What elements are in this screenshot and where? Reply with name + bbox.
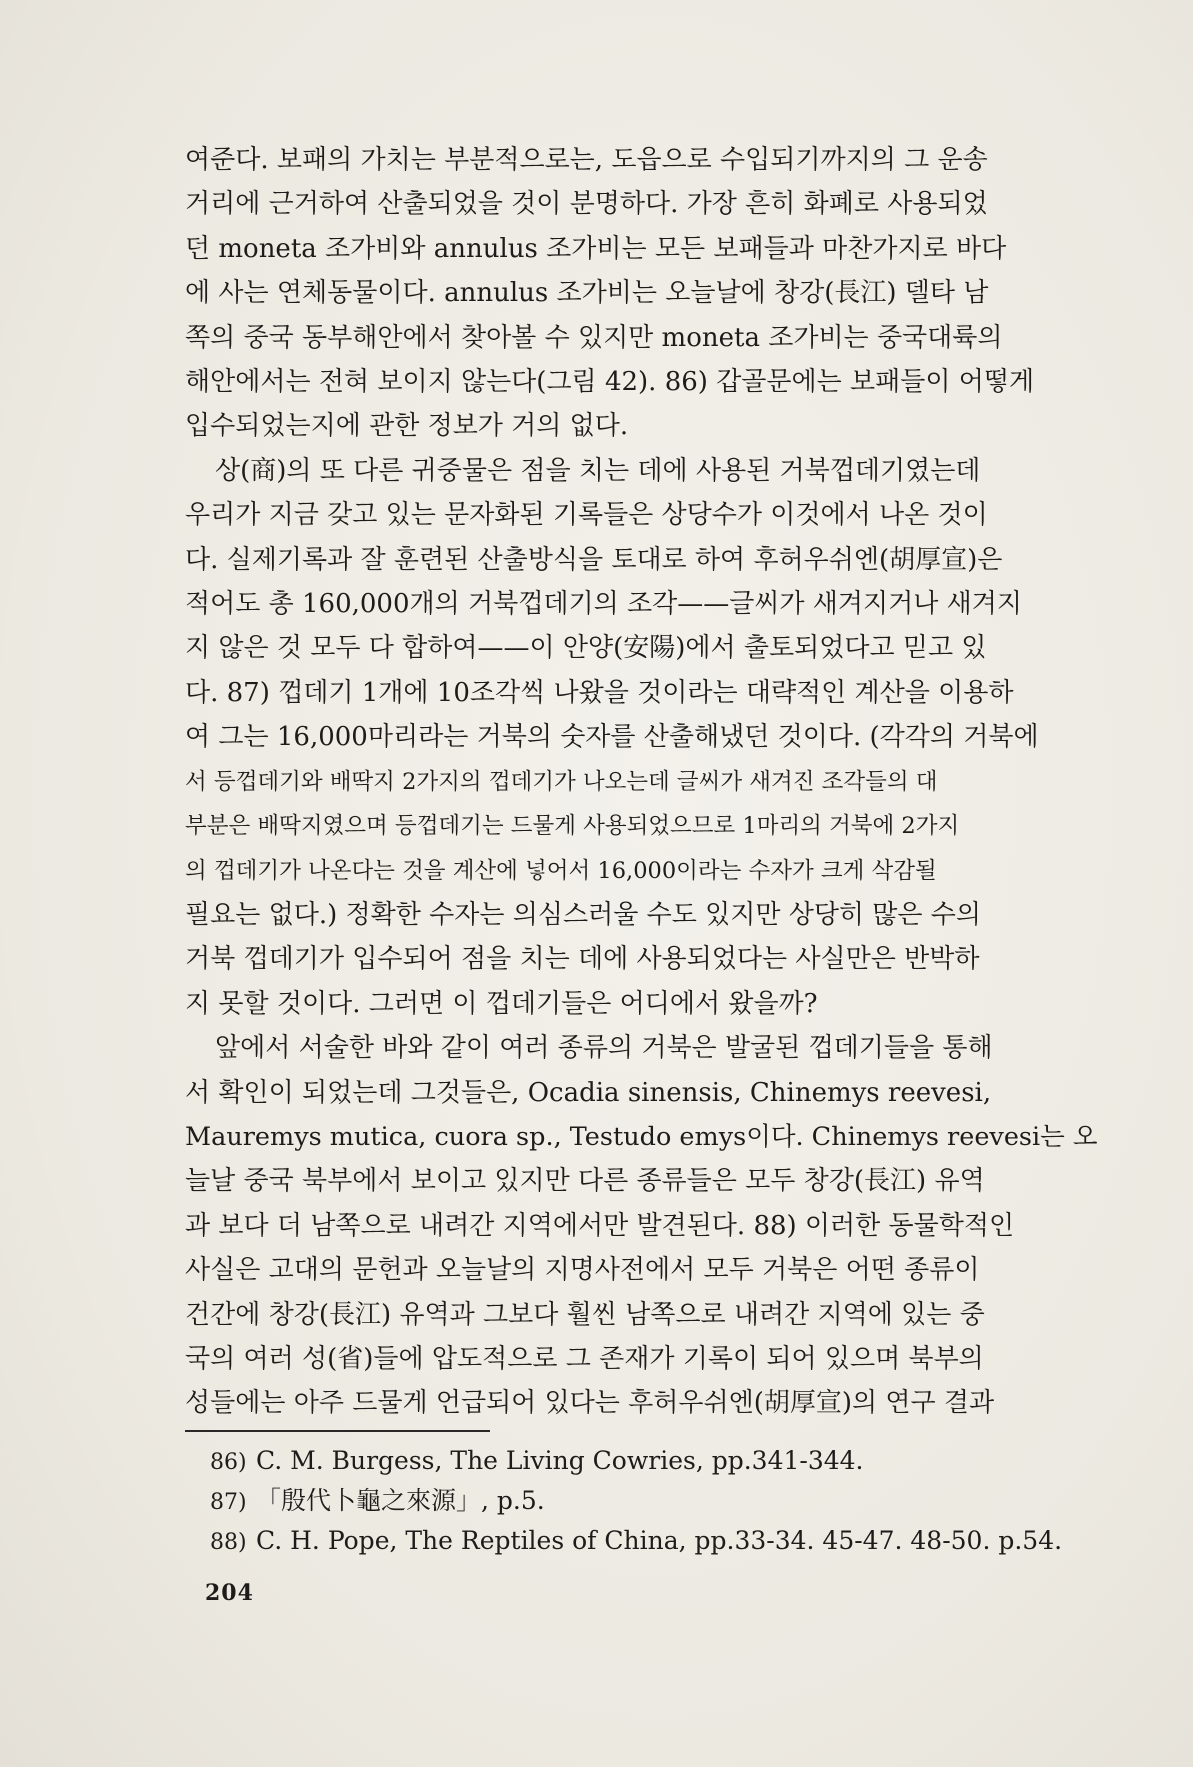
paragraph-2: [185, 449, 1113, 1026]
paragraph-1: [185, 138, 1113, 449]
text-line: 부분은 배딱지였으며 등껍데기는 드물게 사용되었으므로 1마리의 거북에 2가지: [185, 813, 960, 840]
paragraph-3: [185, 1026, 1113, 1426]
text-line: 쪽의 중국 동부해안에서 찾아볼 수 있지만 moneta 조가비는 중국대륙의: [185, 322, 1003, 353]
text-line: 필요는 없다.) 정확한 수자는 의심스러울 수도 있지만 상당히 많은 수의: [185, 899, 982, 930]
text-line: 건간에 창강(長江) 유역과 그보다 훨씬 남쪽으로 내려간 지역에 있는 중: [185, 1299, 985, 1330]
text-line: 여 그는 16,000마리라는 거북의 숫자를 산출해냈던 것이다. (각각의 거북에: [185, 722, 1039, 753]
footnote-number: 87): [210, 1490, 247, 1515]
footnote-divider: [185, 1430, 490, 1432]
body-text: [185, 138, 1113, 1426]
text-line: 던 moneta 조가비와 annulus 조가비는 모든 보패들과 마찬가지로 바다: [185, 233, 1007, 264]
text-line: 입수되었는지에 관한 정보가 거의 없다.: [185, 411, 629, 442]
text-line: 상(商)의 또 다른 귀중물은 점을 치는 데에 사용된 거북껍데기였는데: [215, 455, 981, 486]
text-line: 늘날 중국 북부에서 보이고 있지만 다른 종류들은 모두 창강(長江) 유역: [185, 1166, 985, 1197]
text-line: 해안에서는 전혀 보이지 않는다(그림 42). 86) 갑골문에는 보패들이 어떻게: [185, 367, 1035, 398]
text-line: 적어도 총 160,000개의 거북껍데기의 조각——글씨가 새겨지거나 새겨지: [185, 589, 1023, 620]
text-line: 국의 여러 성(省)들에 압도적으로 그 존재가 기록이 되어 있으며 북부의: [185, 1343, 984, 1374]
text-line: 앞에서 서술한 바와 같이 여러 종류의 거북은 발굴된 껍데기들을 통해: [215, 1033, 993, 1064]
text-line: 과 보다 더 남쪽으로 내려간 지역에서만 발견된다. 88) 이러한 동물학적인: [185, 1210, 1015, 1241]
text-line: 서 등껍데기와 배딱지 2가지의 껍데기가 나오는데 글씨가 새겨진 조각들의 대: [185, 768, 938, 795]
text-line: 여준다. 보패의 가치는 부분적으로는, 도읍으로 수입되기까지의 그 운송: [185, 145, 988, 175]
footnotes: [210, 1442, 1110, 1562]
text-line: 성들에는 아주 드물게 언급되어 있다는 후허우쉬엔(胡厚宣)의 연구 결과: [185, 1388, 995, 1419]
text-line: 우리가 지금 갖고 있는 문자화된 기록들은 상당수가 이것에서 나온 것이: [185, 500, 988, 531]
footnote-text: C. H. Pope, The Reptiles of China, pp.33-34. 45-47. 48-50. p.54.: [256, 1526, 1063, 1555]
footnote-86: [210, 1442, 1110, 1482]
text-line: Mauremys mutica, cuora sp., Testudo emys이다. Chinemys reevesi는 오: [185, 1121, 1098, 1152]
text-line: 서 확인이 되었는데 그것들은, Ocadia sinensis, Chinemys reevesi,: [185, 1077, 992, 1108]
text-line: 지 못할 것이다. 그러면 이 껍데기들은 어디에서 왔을까?: [185, 988, 818, 1019]
text-line: 거리에 근거하여 산출되었을 것이 분명하다. 가장 흔히 화폐로 사용되었: [185, 189, 988, 220]
page-number: 204: [205, 1580, 254, 1606]
footnote-text: 「殷代卜龜之來源」, p.5.: [256, 1486, 545, 1515]
footnote-87: [210, 1482, 1110, 1522]
footnote-number: 88): [210, 1530, 247, 1555]
text-line: 다. 실제기록과 잘 훈련된 산출방식을 토대로 하여 후허우쉬엔(胡厚宣)은: [185, 544, 1003, 575]
footnote-text: C. M. Burgess, The Living Cowries, pp.341-344.: [256, 1446, 864, 1475]
text-line: 다. 87) 껍데기 1개에 10조각씩 나왔을 것이라는 대략적인 계산을 이용하: [185, 677, 1014, 708]
text-line: 지 않은 것 모두 다 합하여——이 안양(安陽)에서 출토되었다고 믿고 있: [185, 633, 987, 664]
text-line: 에 사는 연체동물이다. annulus 조가비는 오늘날에 창강(長江) 델타 남: [185, 278, 989, 309]
text-line: 사실은 고대의 문헌과 오늘날의 지명사전에서 모두 거북은 어떤 종류이: [185, 1255, 980, 1286]
footnote-88: [210, 1522, 1110, 1562]
footnote-number: 86): [210, 1450, 247, 1475]
text-line: 의 껍데기가 나온다는 것을 계산에 넣어서 16,000이라는 수자가 크게 삭감될: [185, 857, 937, 884]
text-line: 거북 껍데기가 입수되어 점을 치는 데에 사용되었다는 사실만은 반박하: [185, 944, 980, 975]
